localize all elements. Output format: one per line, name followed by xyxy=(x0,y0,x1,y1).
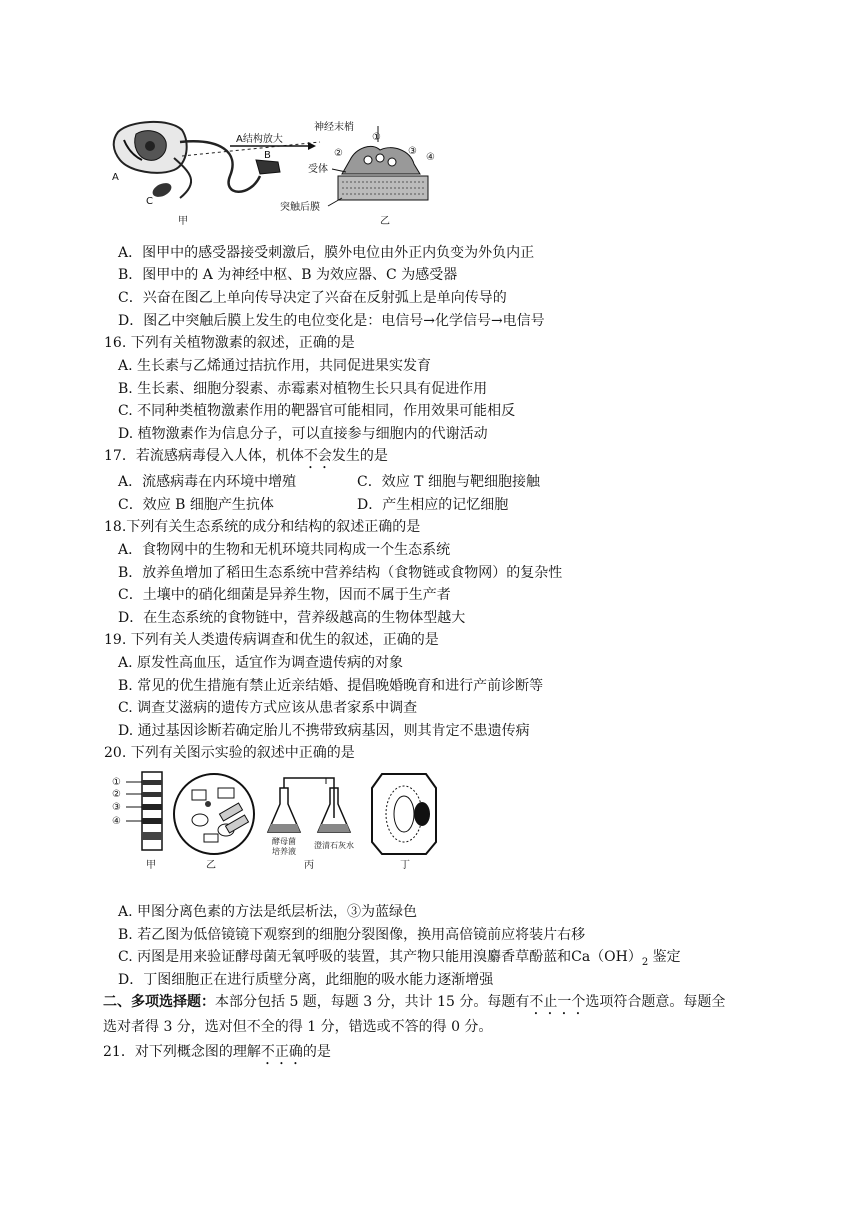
label-c: C xyxy=(146,196,153,207)
caption-mid-yi: 乙 xyxy=(206,860,216,871)
plant-cell-drawing xyxy=(372,774,436,854)
caption-yi: 乙 xyxy=(380,216,390,227)
q16-option-b: B. 生长素、细胞分裂素、赤霉素对植物生长只具有促进作用 xyxy=(118,381,488,397)
q15-option-c: C．兴奋在图乙上单向传导决定了兴奋在反射弧上是单向传导的 xyxy=(118,290,507,306)
q17-option-c-second: C．效应 B 细胞产生抗体 xyxy=(118,497,274,513)
q19-option-a: A. 原发性高血压，适宜作为调查遗传病的对象 xyxy=(118,655,404,671)
q19-option-d: D. 通过基因诊断若确定胎儿不携带致病基因，则其肯定不患遗传病 xyxy=(118,723,530,739)
q21-stem xyxy=(103,1042,331,1068)
spinal-cord-drawing xyxy=(114,122,187,173)
q20-option-c-text: C. 丙图是用来验证酵母菌无氧呼吸的装置，其产物只能用溴麝香草酚蓝和Ca（OH） xyxy=(118,949,642,965)
effector-b-drawing xyxy=(256,160,280,174)
q16-option-c: C. 不同种类植物激素作用的靶器官可能相同，作用效果可能相反 xyxy=(118,403,516,419)
q15-option-b: B．图甲中的 A 为神经中枢、B 为效应器、C 为感受器 xyxy=(118,267,458,283)
q20-option-b: B. 若乙图为低倍镜镜下观察到的细胞分裂图像，换用高倍镜前应将装片右移 xyxy=(118,927,586,943)
receptor-c-drawing xyxy=(150,180,173,199)
synapse-drawing xyxy=(338,126,428,200)
label-n4: ④ xyxy=(426,152,435,163)
q20-option-a: A. 甲图分离色素的方法是纸层析法，③为蓝绿色 xyxy=(118,904,418,920)
strip-n3: ③ xyxy=(112,802,121,813)
strip-n2: ② xyxy=(112,789,121,800)
q16-stem: 16. 下列有关植物激素的叙述，正确的是 xyxy=(104,335,355,351)
label-receptor: 受体 xyxy=(308,164,328,175)
flask1-label: 酵母菌 xyxy=(272,837,296,846)
caption-jia: 甲 xyxy=(178,216,188,227)
q17-option-d: D．产生相应的记忆细胞 xyxy=(357,497,509,513)
chromatography-strip-drawing xyxy=(126,772,162,850)
q17-stem-pre: 17．若流感病毒侵入人体，机体 xyxy=(104,448,304,464)
q20-stem: 20. 下列有关图示实验的叙述中正确的是 xyxy=(104,745,355,761)
q21-stem-pre: 21．对下列概念图的理解 xyxy=(103,1044,261,1060)
caption-mid-ding: 丁 xyxy=(400,860,410,871)
label-a: A xyxy=(112,172,119,183)
q17-option-c-first: C．效应 T 细胞与靶细胞接触 xyxy=(357,474,540,490)
label-b: B xyxy=(264,150,271,161)
experiment-figure xyxy=(108,768,442,872)
q18-option-c: C．土壤中的硝化细菌是异养生物，因而不属于生产者 xyxy=(118,587,451,603)
label-n1: ① xyxy=(372,132,381,143)
q16-option-d: D. 植物激素作为信息分子，可以直接参与细胞内的代谢活动 xyxy=(118,426,488,442)
label-postsynaptic: 突触后膜 xyxy=(280,202,320,213)
flask2-label: 澄清石灰水 xyxy=(314,841,354,850)
flasks-drawing xyxy=(268,778,350,832)
microscope-field-drawing xyxy=(174,774,254,854)
q20-option-c-tail: 鉴定 xyxy=(648,949,681,965)
q15-option-d: D．图乙中突触后膜上发生的电位变化是：电信号→化学信号→电信号 xyxy=(118,313,545,329)
q17-option-a: A．流感病毒在内环境中增殖 xyxy=(118,474,297,490)
strip-n4: ④ xyxy=(112,816,121,827)
section2-line1-post: 选项符合题意。每题全 xyxy=(585,994,726,1010)
reflex-arc-figure xyxy=(110,112,440,228)
strip-n1: ① xyxy=(112,777,121,788)
section2-title: 二、多项选择题： xyxy=(103,994,215,1010)
section2-line1-pre: 本部分包括 5 题，每题 3 分，共计 15 分。每题有 xyxy=(215,994,530,1010)
label-n2: ② xyxy=(334,148,343,159)
section2-line1 xyxy=(103,992,725,1018)
q19-stem: 19. 下列有关人类遗传病调查和优生的叙述，正确的是 xyxy=(104,632,439,648)
section2-line2: 选对者得 3 分，选对但不全的得 1 分，错选或不答的得 0 分。 xyxy=(103,1019,493,1035)
q16-option-a: A. 生长素与乙烯通过拮抗作用，共同促进果实发育 xyxy=(118,358,432,374)
q18-stem: 18.下列有关生态系统的成分和结构的叙述正确的是 xyxy=(104,519,421,535)
q20-option-c xyxy=(118,947,681,973)
label-terminal: 神经末梢 xyxy=(314,122,354,133)
q18-option-b: B．放养鱼增加了稻田生态系统中营养结构（食物链或食物网）的复杂性 xyxy=(118,565,563,581)
arrow-label: A结构放大 xyxy=(236,134,283,145)
q21-stem-post: 的是 xyxy=(302,1044,331,1060)
section2-line1-emphasis: 不止一个 xyxy=(529,994,586,1010)
q17-stem-emphasis: 不会 xyxy=(303,448,332,464)
q18-option-a: A．食物网中的生物和无机环境共同构成一个生态系统 xyxy=(118,542,451,558)
label-n3: ③ xyxy=(408,146,417,157)
caption-mid-bing: 丙 xyxy=(304,860,314,871)
q17-stem xyxy=(104,446,388,472)
q21-stem-emphasis: 不正确 xyxy=(260,1044,303,1060)
q18-option-d: D．在生态系统的食物链中，营养级越高的生物体型越大 xyxy=(118,610,466,626)
caption-mid-jia: 甲 xyxy=(146,860,156,871)
q15-option-a: A．图甲中的感受器接受刺激后，膜外电位由外正内负变为外负内正 xyxy=(118,245,535,261)
q20-option-c-subscript: 2 xyxy=(641,956,649,968)
q20-option-d: D．丁图细胞正在进行质壁分离，此细胞的吸水能力逐渐增强 xyxy=(118,972,494,988)
q19-option-b: B. 常见的优生措施有禁止近亲结婚、提倡晚婚晚育和进行产前诊断等 xyxy=(118,678,544,694)
q19-option-c: C. 调查艾滋病的遗传方式应该从患者家系中调查 xyxy=(118,700,418,716)
flask1b-label: 培养液 xyxy=(272,847,296,856)
q17-stem-post: 发生的是 xyxy=(331,448,388,464)
